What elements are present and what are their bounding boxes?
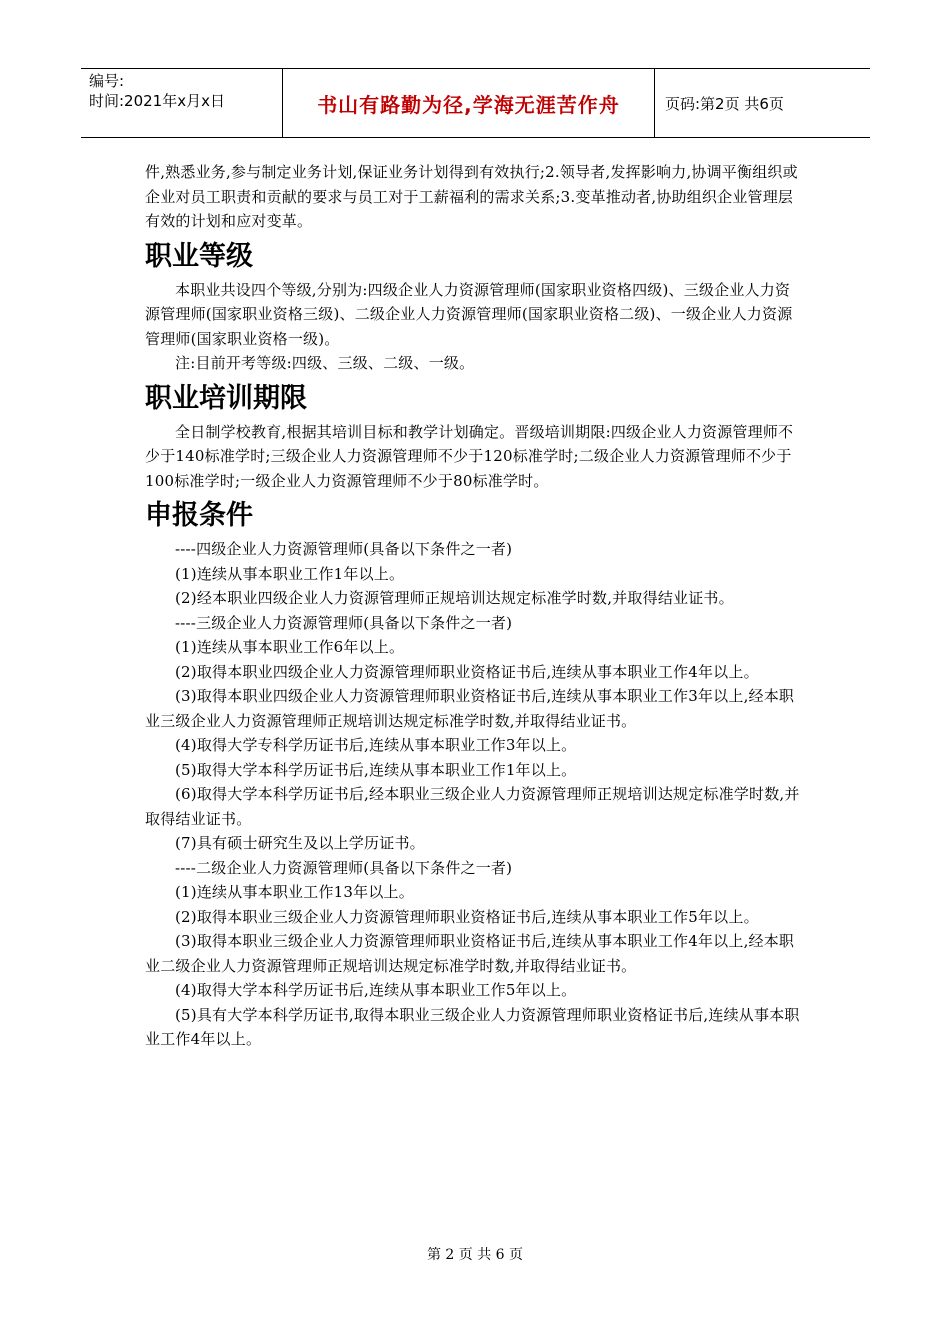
condition-line: (5)具有大学本科学历证书,取得本职业三级企业人力资源管理师职业资格证书后,连续从事本职业工作4年以上。 [145, 1005, 800, 1048]
level-note: 注:目前开考等级:四级、三级、二级、一级。 [175, 354, 475, 372]
condition-line: (7)具有硕士研究生及以上学历证书。 [175, 834, 425, 852]
condition-line: (4)取得大学本科学历证书后,连续从事本职业工作5年以上。 [175, 981, 577, 999]
intro-paragraph: 件,熟悉业务,参与制定业务计划,保证业务计划得到有效执行;2.领导者,发挥影响力,协调平衡组织或企业对员工职责和贡献的要求与员工对于工薪福利的需求关系;3.变革推动者,协助组织企业管理层有效的计划和应对变革。 [145, 163, 798, 230]
condition-line: ----四级企业人力资源管理师(具备以下条件之一者) [175, 540, 513, 558]
condition-line: (3)取得本职业四级企业人力资源管理师职业资格证书后,连续从事本职业工作3年以上,经本职业三级企业人力资源管理师正规培训达规定标准学时数,并取得结业证书。 [145, 687, 795, 730]
header-page-info: 页码:第2页 共6页 [665, 94, 784, 113]
condition-line: (2)经本职业四级企业人力资源管理师正规培训达规定标准学时数,并取得结业证书。 [175, 589, 734, 607]
header-motto: 书山有路勤为径,学海无涯苦作舟 [283, 69, 655, 137]
condition-line: ----三级企业人力资源管理师(具备以下条件之一者) [175, 613, 513, 632]
condition-line: (6)取得大学本科学历证书后,经本职业三级企业人力资源管理师正规培训达规定标准学时数,并取得结业证书。 [145, 785, 800, 828]
condition-line: (1)连续从事本职业工作6年以上。 [175, 638, 405, 656]
condition-line: (1)连续从事本职业工作13年以上。 [175, 883, 414, 901]
condition-line: (1)连续从事本职业工作1年以上。 [175, 564, 405, 583]
level-paragraph: 本职业共设四个等级,分别为:四级企业人力资源管理师(国家职业资格四级)、三级企业人力资源管理师(国家职业资格三级)、二级企业人力资源管理师(国家职业资格二级)、一级企业人力资源管理师(国家职业资格一级)。 [145, 280, 793, 348]
condition-line: (2)取得本职业三级企业人力资源管理师职业资格证书后,连续从事本职业工作5年以上。 [175, 907, 759, 926]
condition-line: (5)取得大学本科学历证书后,连续从事本职业工作1年以上。 [175, 760, 577, 779]
condition-line: (4)取得大学专科学历证书后,连续从事本职业工作3年以上。 [175, 736, 577, 754]
condition-line: ----二级企业人力资源管理师(具备以下条件之一者) [175, 858, 513, 877]
condition-line: (3)取得本职业三级企业人力资源管理师职业资格证书后,连续从事本职业工作4年以上,经本职业二级企业人力资源管理师正规培训达规定标准学时数,并取得结业证书。 [145, 932, 795, 975]
page-footer: 第 2 页 共 6 页 [426, 1247, 524, 1263]
section-title-level: 职业等级 [145, 240, 253, 272]
header-date-label: 时间:2021年x月x日 [89, 92, 225, 110]
section-title-training: 职业培训期限 [145, 382, 307, 414]
condition-line: (2)取得本职业四级企业人力资源管理师职业资格证书后,连续从事本职业工作4年以上。 [175, 662, 759, 681]
header-number-label: 编号: [89, 72, 125, 90]
section-title-conditions: 申报条件 [145, 500, 253, 531]
page-header [81, 68, 870, 138]
header-meta-cell [81, 69, 283, 137]
training-paragraph: 全日制学校教育,根据其培训目标和教学计划确定。晋级培训期限:四级企业人力资源管理师不少于140标准学时;三级企业人力资源管理师不少于120标准学时;二级企业人力资源管理师不少于100标准学时;一级企业人力资源管理师不少于80标准学时。 [145, 422, 794, 490]
document-body [145, 160, 805, 1052]
